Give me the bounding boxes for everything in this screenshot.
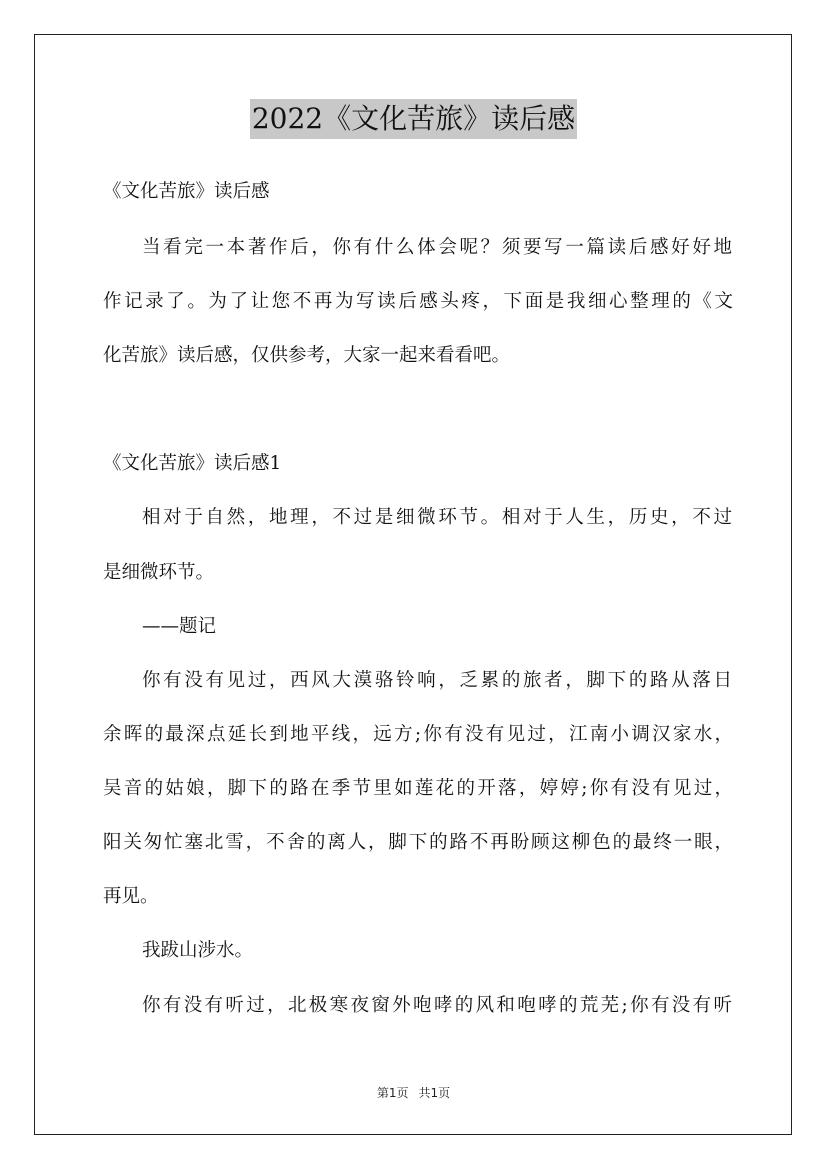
paragraph-line: 再见。 [103, 886, 159, 907]
paragraph-line: 我跋山涉水。 [142, 940, 254, 961]
intro-line: 当看完一本著作后，你有什么体会呢？须要写一篇读后感好好地 [142, 237, 732, 258]
epigraph: ——题记 [142, 616, 217, 637]
intro-line: 化苦旅》读后感，仅供参考，大家一起来看看吧。 [103, 345, 511, 366]
document-subtitle: 《文化苦旅》读后感 [103, 181, 270, 202]
paragraph-line: 你有没有见过，西风大漠骆铃响，乏累的旅者，脚下的路从落日 [142, 670, 732, 691]
paragraph-line: 阳关匆忙塞北雪，不舍的离人，脚下的路不再盼顾这柳色的最终一眼， [103, 832, 733, 853]
paragraph-line: 吴音的姑娘，脚下的路在季节里如莲花的开落，婷婷;你有没有见过， [103, 778, 733, 799]
paragraph-line: 相对于自然，地理，不过是细微环节。相对于人生，历史，不过 [142, 507, 732, 528]
page-footer [0, 1084, 827, 1101]
intro-line: 作记录了。为了让您不再为写读后感头疼，下面是我细心整理的《文 [103, 291, 733, 312]
paragraph-line: 你有没有听过，北极寒夜窗外咆哮的风和咆哮的荒芜;你有没有听 [142, 995, 732, 1016]
paragraph-line: 是细微环节。 [103, 562, 215, 583]
page-total: 共1页 [418, 1086, 451, 1100]
section-heading: 《文化苦旅》读后感1 [103, 453, 282, 474]
page-number: 第1页 [376, 1086, 409, 1100]
title-container [0, 99, 827, 139]
paragraph-line: 余晖的最深点延长到地平线，远方;你有没有见过，江南小调汉家水， [103, 724, 733, 745]
document-title: 2022《文化苦旅》读后感 [250, 99, 577, 139]
